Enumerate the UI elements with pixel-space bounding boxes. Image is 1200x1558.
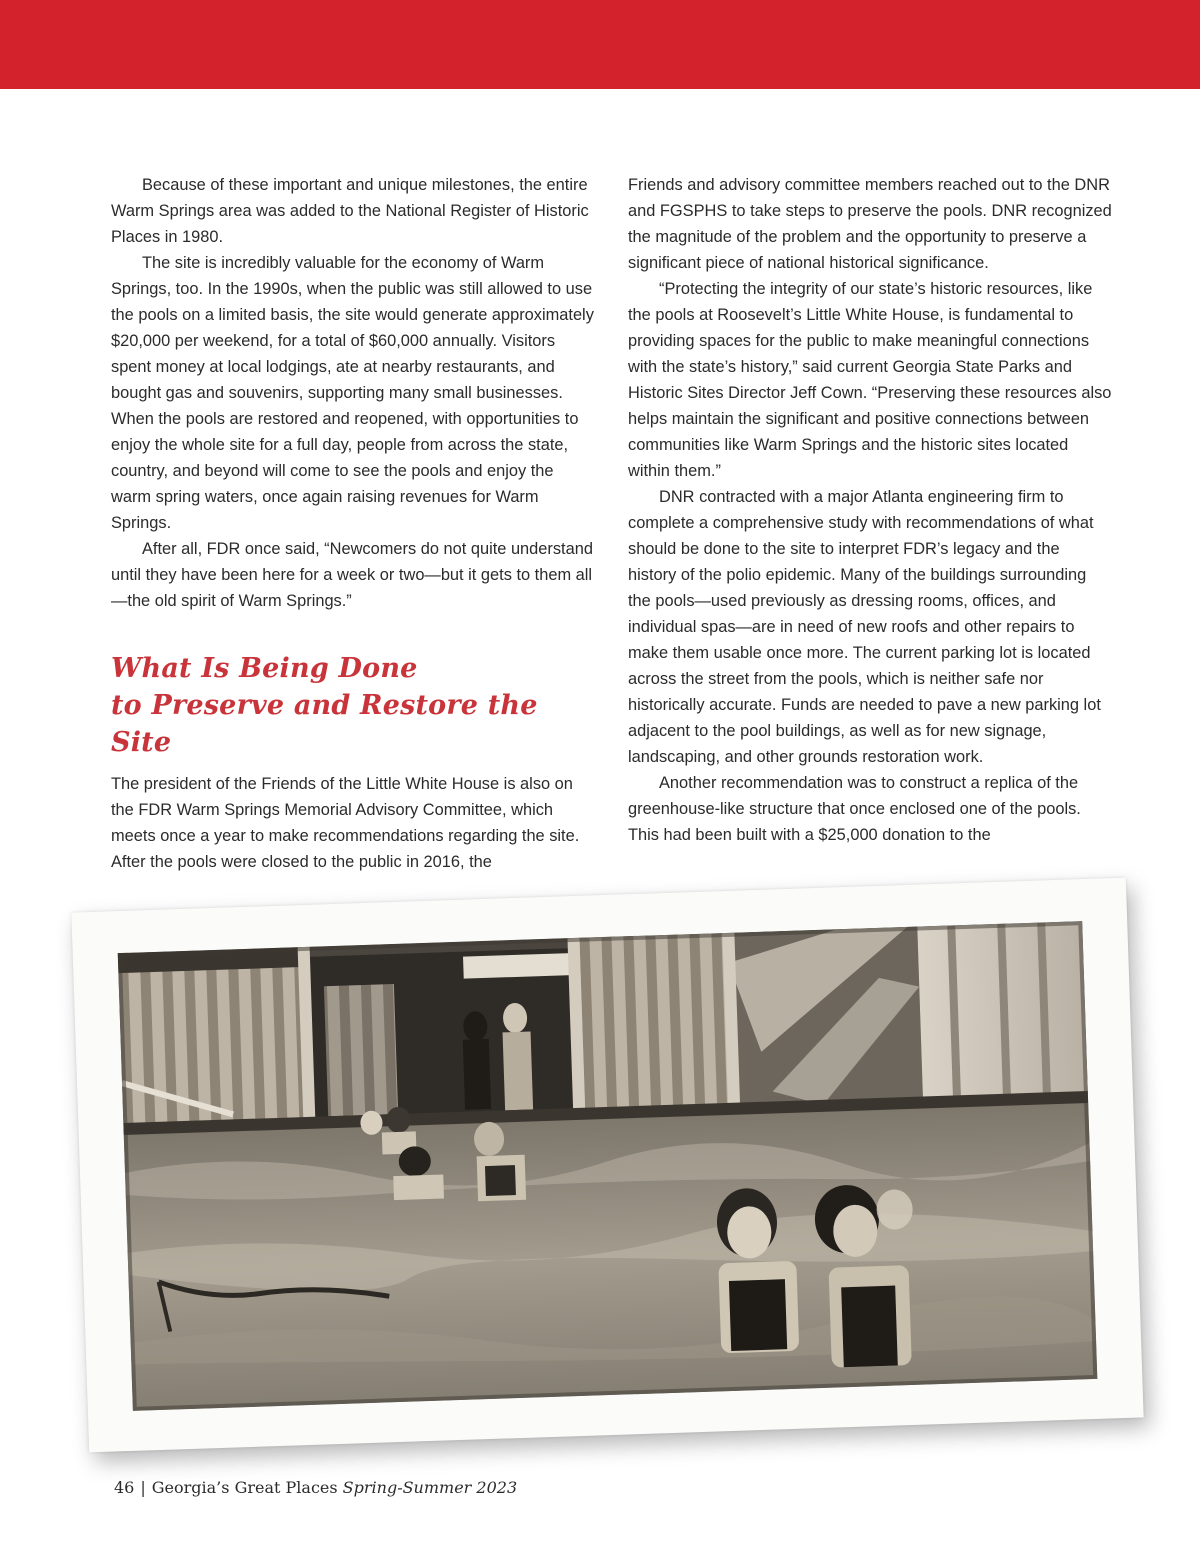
right-text-column: [628, 172, 1112, 848]
body-paragraph: Because of these important and unique milestones, the entire Warm Springs area was added to the National Register of Historic Places in 1980.: [111, 176, 589, 246]
body-paragraph: Another recommendation was to construct a replica of the greenhouse-like structure that once enclosed one of the pools. This had been built with a $25,000 donation to the: [628, 774, 1081, 844]
body-paragraph: DNR contracted with a major Atlanta engineering firm to complete a comprehensive study with recommendations of what should be done to the site to interpret FDR’s legacy and the history of the polio epidemic. Many of the buildings surrounding the pools—used previously as dressing rooms, offices, and individual spas—are in need of new roofs and other repairs to make them usable once more. The current parking lot is located across the street from the pools, which is neither safe nor historically accurate. Funds are needed to pave a new parking lot adjacent to the pool buildings, as well as for new signage, landscaping, and other grounds restoration work.: [628, 488, 1101, 766]
section-heading: [111, 650, 595, 761]
section-heading-line-1: What Is Being Done: [111, 653, 418, 684]
body-paragraph: After all, FDR once said, “Newcomers do not quite understand until they have been here for a week or two—but it gets to them all—the old spirit of Warm Springs.”: [111, 540, 593, 610]
publication-name: Georgia’s Great Places: [151, 1478, 338, 1497]
section-heading-line-2: to Preserve and Restore the Site: [111, 690, 538, 758]
body-paragraph: The site is incredibly valuable for the economy of Warm Springs, too. In the 1990s, when the public was still allowed to use the pools on a limited basis, the site would generate approximately $20,000 per weekend, for a total of $60,000 annually. Visitors spent money at local lodgings, ate at nearby restaurants, and bought gas and souvenirs, supporting many small businesses. When the pools are restored and reopened, with opportunities to enjoy the whole site for a full day, people from across the state, country, and beyond will come to see the pools and enjoy the warm spring waters, once again raising revenues for Warm Springs.: [111, 254, 594, 532]
historic-pool-photo: [118, 921, 1098, 1411]
body-paragraph: “Protecting the integrity of our state’s historic resources, like the pools at Roosevelt’s Little White House, is fundamental to providing spaces for the public to make meaningful connections with the state’s history,” said current Georgia State Parks and Historic Sites Director Jeff Cown. “Preserving these resources also helps maintain the significant and positive connections between communities like Warm Springs and the historic sites located within them.”: [628, 280, 1112, 480]
footer-separator: |: [140, 1478, 146, 1497]
issue-label: Spring-Summer 2023: [342, 1478, 518, 1497]
page-number: 46: [114, 1478, 135, 1497]
left-text-column: [111, 172, 595, 875]
body-paragraph: Friends and advisory committee members reached out to the DNR and FGSPHS to take steps to preserve the pools. DNR recognized the magnitude of the problem and the opportunity to preserve a significant piece of national historical significance.: [628, 176, 1112, 272]
body-paragraph: The president of the Friends of the Little White House is also on the FDR Warm Springs Memorial Advisory Committee, which meets once a year to make recommendations regarding the site. After the pools were closed to the public in 2016, the: [111, 775, 580, 871]
photo-frame: [71, 878, 1143, 1453]
header-color-band: [0, 0, 1200, 89]
page-footer: [114, 1478, 517, 1497]
